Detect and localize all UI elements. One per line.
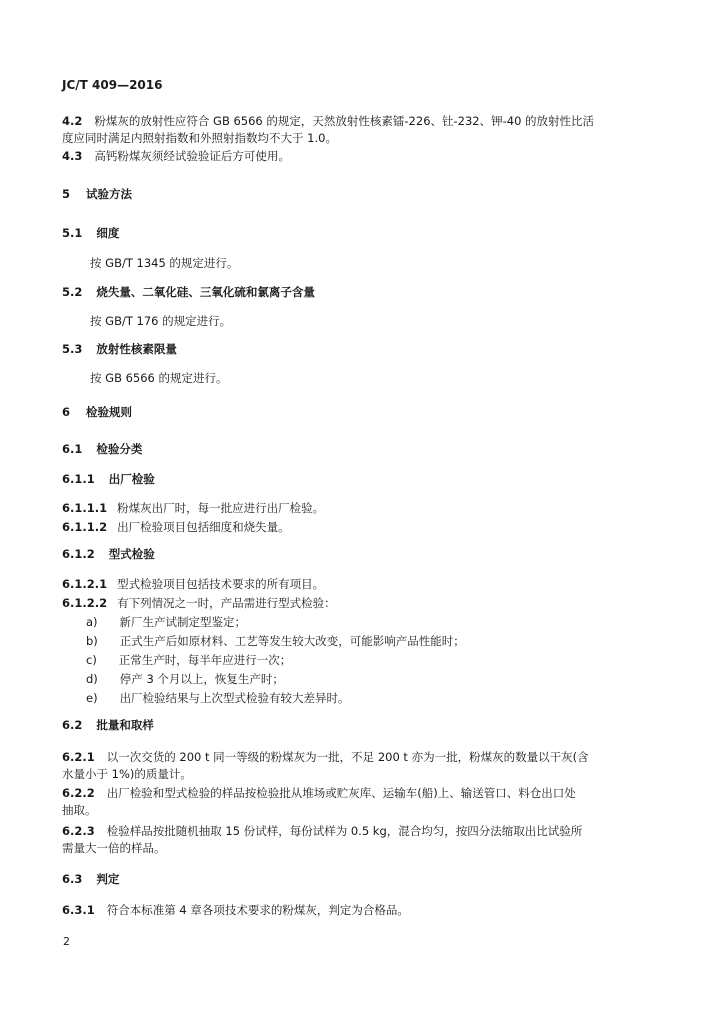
section-6-1-1-heading [62, 472, 155, 487]
clause-text: 粉煤灰的放射性应符合 GB 6566 的规定，天然放射性核素镭-226、钍-232、钾-40 的放射性比活 [94, 114, 595, 128]
section-title: 型式检验 [108, 547, 155, 561]
clause-6-2-2-line-2: 抽取。 [62, 803, 97, 817]
section-number: 6.1.2 [62, 547, 95, 561]
section-number: 6.1.1 [62, 472, 95, 486]
section-title: 放射性核素限量 [96, 342, 177, 356]
section-number: 6 [62, 405, 71, 419]
clause-text: 型式检验项目包括技术要求的所有项目。 [117, 577, 325, 591]
clause-number: 4.3 [62, 149, 83, 163]
clause-text: 有下列情况之一时，产品需进行型式检验： [117, 596, 336, 610]
section-6-2-heading [62, 718, 154, 733]
list-item-text: 停产 3 个月以上，恢复生产时； [119, 672, 284, 686]
section-5-3-body: 按 GB 6566 的规定进行。 [90, 371, 228, 385]
list-item-text: 新厂生产试制定型鉴定； [119, 615, 247, 629]
section-5-3-heading [62, 342, 177, 357]
clause-6-1-2-2 [62, 596, 336, 611]
list-item [86, 672, 284, 687]
clause-6-2-3-line-2: 需量大一倍的样品。 [62, 841, 166, 855]
clause-text: 出厂检验和型式检验的样品按检验批从堆场或贮灰库、运输车(船)上、输送管口、料仓出口处 [106, 786, 576, 800]
clause-number: 6.2.1 [62, 750, 95, 764]
list-marker: c) [86, 653, 97, 667]
section-number: 5.1 [62, 226, 83, 240]
clause-6-2-3-line-1 [62, 824, 582, 839]
section-title: 试验方法 [86, 187, 133, 201]
list-item-text: 正式生产后如原材料、工艺等发生较大改变，可能影响产品性能时； [119, 634, 465, 648]
section-title: 批量和取样 [96, 718, 154, 732]
list-marker: b) [86, 634, 98, 648]
list-item [86, 653, 291, 668]
list-item-text: 正常生产时，每半年应进行一次； [118, 653, 292, 667]
section-6-1-2-heading [62, 547, 155, 562]
section-number: 6.1 [62, 442, 83, 456]
section-number: 6.3 [62, 872, 83, 886]
standard-code: JC/T 409—2016 [62, 78, 163, 92]
list-marker: e) [86, 691, 98, 705]
clause-text: 以一次交货的 200 t 同一等级的粉煤灰为一批，不足 200 t 亦为一批，粉煤灰的数量以干灰(含 [106, 750, 589, 764]
clause-4-3 [62, 149, 290, 164]
clause-4-2-line-1 [62, 114, 594, 129]
page-number: 2 [63, 935, 70, 948]
clause-text: 出厂检验项目包括细度和烧失量。 [117, 520, 290, 534]
clause-text: 检验样品按批随机抽取 15 份试样，每份试样为 0.5 kg，混合均匀，按四分法缩取出比试验所 [106, 824, 583, 838]
list-item [86, 615, 246, 630]
clause-number: 4.2 [62, 114, 83, 128]
section-5-1-body: 按 GB/T 1345 的规定进行。 [90, 256, 239, 270]
clause-6-1-1-2 [62, 520, 290, 535]
section-5-2-heading [62, 285, 315, 300]
section-title: 判定 [96, 872, 120, 886]
clause-text: 高钙粉煤灰须经试验验证后方可使用。 [94, 149, 290, 163]
clause-number: 6.2.2 [62, 786, 95, 800]
section-6-3-heading [62, 872, 119, 887]
section-title: 检验分类 [96, 442, 143, 456]
section-title: 检验规则 [86, 405, 133, 419]
section-number: 6.2 [62, 718, 83, 732]
list-item [86, 634, 465, 649]
section-5-1-heading [62, 226, 119, 241]
list-marker: d) [86, 672, 98, 686]
section-5-heading [62, 187, 132, 202]
clause-number: 6.1.1.2 [62, 520, 108, 534]
clause-number: 6.3.1 [62, 903, 95, 917]
clause-6-3-1 [62, 903, 409, 918]
clause-6-1-2-1 [62, 577, 324, 592]
clause-number: 6.2.3 [62, 824, 95, 838]
list-marker: a) [86, 615, 98, 629]
section-5-2-body: 按 GB/T 176 的规定进行。 [90, 314, 232, 328]
list-item-text: 出厂检验结果与上次型式检验有较大差异时。 [119, 691, 350, 705]
section-number: 5 [62, 187, 71, 201]
clause-number: 6.1.1.1 [62, 501, 108, 515]
section-6-heading [62, 405, 132, 420]
clause-6-2-1-line-1 [62, 750, 589, 765]
section-number: 5.3 [62, 342, 83, 356]
section-title: 细度 [96, 226, 120, 240]
clause-6-2-1-line-2: 水量小于 1%)的质量计。 [62, 767, 192, 781]
clause-text: 符合本标准第 4 章各项技术要求的粉煤灰，判定为合格品。 [106, 903, 409, 917]
section-number: 5.2 [62, 285, 83, 299]
section-title: 出厂检验 [108, 472, 155, 486]
clause-6-2-2-line-1 [62, 786, 576, 801]
clause-4-2-line-2: 度应同时满足内照射指数和外照射指数均不大于 1.0。 [62, 131, 337, 145]
clause-number: 6.1.2.2 [62, 596, 108, 610]
clause-6-1-1-1 [62, 501, 324, 516]
list-item [86, 691, 350, 706]
section-title: 烧失量、二氧化硅、三氧化硫和氯离子含量 [96, 285, 315, 299]
section-6-1-heading [62, 442, 142, 457]
clause-number: 6.1.2.1 [62, 577, 108, 591]
clause-text: 粉煤灰出厂时，每一批应进行出厂检验。 [117, 501, 325, 515]
